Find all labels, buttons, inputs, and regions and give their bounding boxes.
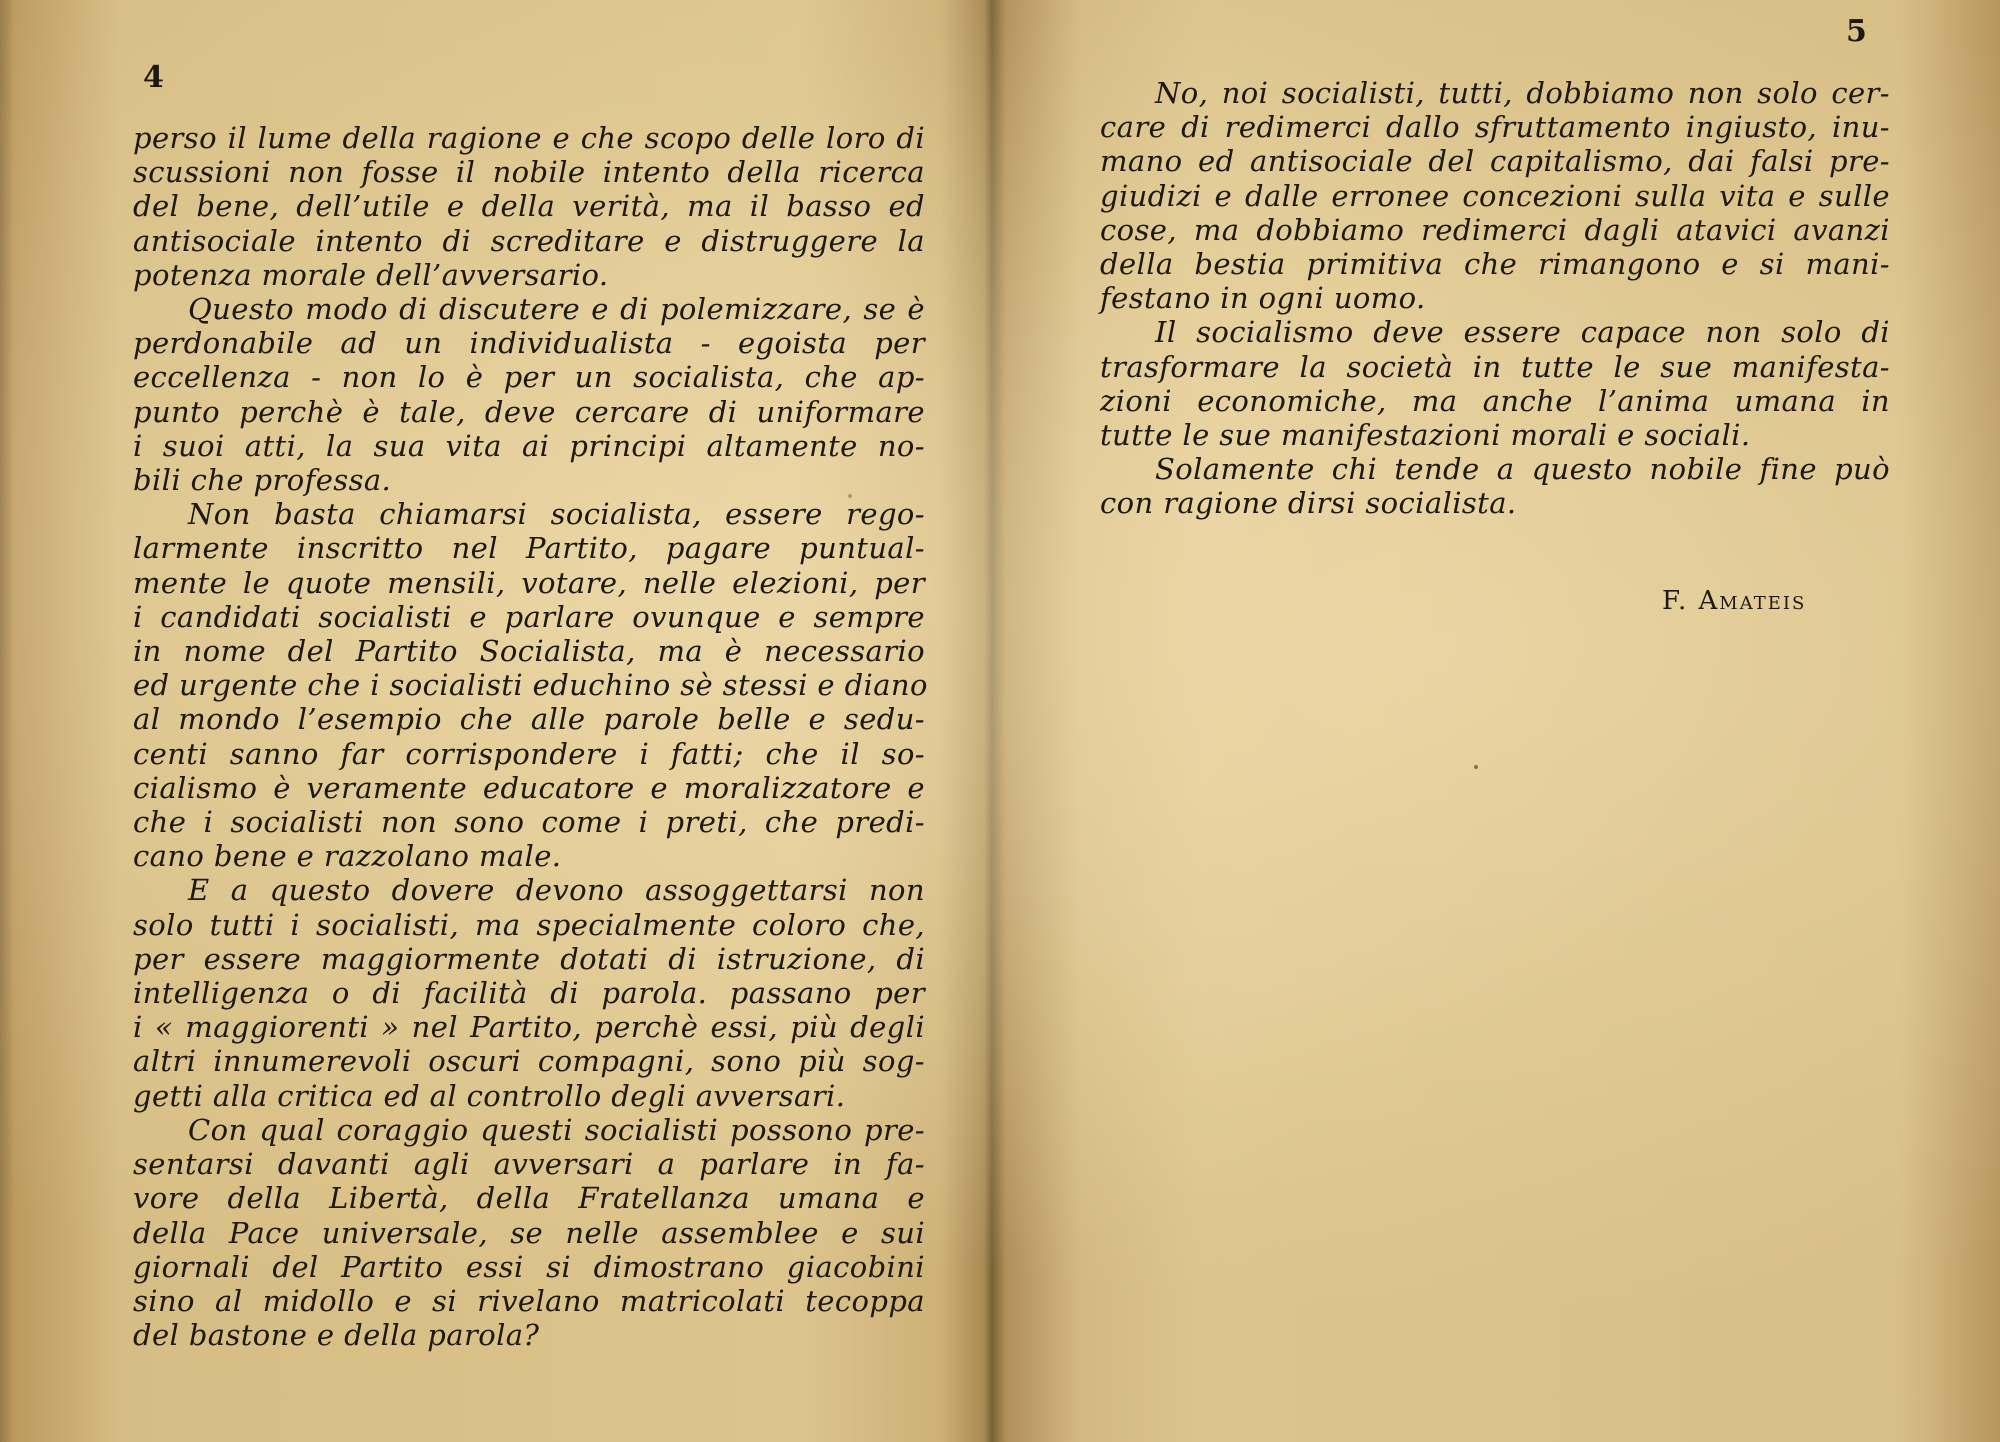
- paper-speck: [848, 494, 852, 498]
- text-line: trasformare la società in tutte le sue manifesta-: [1100, 349, 1890, 384]
- text-line: Questo modo di discutere e di polemizzare, se è: [188, 292, 925, 327]
- text-line: cano bene e razzolano male.: [133, 839, 562, 874]
- text-line: con ragione dirsi socialista.: [1100, 486, 1517, 521]
- text-line: i « maggiorenti » nel Partito, perchè essi, più degli: [133, 1010, 925, 1045]
- text-line: del bastone e della parola?: [133, 1318, 540, 1353]
- text-line: eccellenza - non lo è per un socialista, che ap-: [133, 360, 925, 395]
- text-line: della bestia primitiva che rimangono e si mani-: [1100, 247, 1890, 282]
- text-line: mente le quote mensili, votare, nelle elezioni, per: [133, 565, 925, 600]
- paper-speck: [1474, 765, 1478, 769]
- text-line: giornali del Partito essi si dimostrano giacobini: [133, 1249, 925, 1284]
- text-line: getti alla critica ed al controllo degli avversari.: [133, 1078, 846, 1113]
- text-line: festano in ogni uomo.: [1100, 281, 1426, 316]
- text-line: Con qual coraggio questi socialisti possono pre-: [188, 1112, 925, 1147]
- left-page-number: 4: [143, 60, 164, 95]
- text-line: tutte le sue manifestazioni morali e sociali.: [1100, 418, 1751, 453]
- text-line: per essere maggiormente dotati di istruzione, di: [133, 941, 925, 976]
- right-page-number: 5: [1846, 14, 1867, 49]
- text-line: No, noi socialisti, tutti, dobbiamo non solo cer-: [1155, 76, 1890, 110]
- text-line: ed urgente che i socialisti educhino sè stessi e diano: [133, 668, 928, 703]
- text-line: perso il lume della ragione e che scopo delle loro di: [133, 121, 925, 155]
- left-page-edge-shadow: [0, 0, 14, 1442]
- text-line: bili che professa.: [133, 463, 392, 498]
- text-line: sentarsi davanti agli avversari a parlare in fa-: [133, 1147, 925, 1182]
- text-line: del bene, dell’utile e della verità, ma il basso ed: [133, 189, 925, 224]
- text-line: zioni economiche, ma anche l’anima umana in: [1100, 383, 1890, 418]
- text-line: al mondo l’esempio che alle parole belle e sedu-: [133, 702, 925, 737]
- text-line: E a questo dovere devono assoggettarsi non: [188, 873, 925, 908]
- text-line: cose, ma dobbiamo redimerci dagli atavici avanzi: [1100, 212, 1890, 247]
- text-line: centi sanno far corrispondere i fatti; che il so-: [133, 736, 925, 771]
- text-line: potenza morale dell’avversario.: [133, 257, 609, 292]
- text-line: Non basta chiamarsi socialista, essere rego-: [188, 497, 925, 532]
- text-line: che i socialisti non sono come i preti, che predi-: [133, 805, 925, 840]
- text-line: in nome del Partito Socialista, ma è necessario: [133, 634, 925, 669]
- text-line: giudizi e dalle erronee concezioni sulla vita e sulle: [1100, 178, 1890, 213]
- text-line: solo tutti i socialisti, ma specialmente coloro che,: [133, 907, 925, 942]
- text-line: cialismo è veramente educatore e moralizzatore e: [133, 770, 925, 805]
- text-line: altri innumerevoli oscuri compagni, sono più sog-: [133, 1044, 925, 1079]
- text-line: i candidati socialisti e parlare ovunque e sempre: [133, 599, 925, 634]
- signature-author: F. Amateis: [1662, 586, 1807, 616]
- text-line: scussioni non fosse il nobile intento della ricerca: [133, 155, 925, 190]
- text-line: care di redimerci dallo sfruttamento ingiusto, inu-: [1100, 110, 1890, 145]
- text-line: mano ed antisociale del capitalismo, dai falsi pre-: [1100, 144, 1890, 179]
- text-line: i suoi atti, la sua vita ai principi altamente no-: [133, 428, 925, 463]
- text-line: perdonabile ad un individualista - egoista per: [133, 326, 925, 361]
- text-line: larmente inscritto nel Partito, pagare puntual-: [133, 531, 925, 566]
- text-line: intelligenza o di facilità di parola. passano per: [133, 976, 925, 1011]
- text-line: sino al midollo e si rivelano matricolati tecoppa: [133, 1283, 925, 1318]
- text-line: della Pace universale, se nelle assemblee e sui: [133, 1215, 925, 1250]
- text-line: Il socialismo deve essere capace non solo di: [1155, 315, 1890, 350]
- text-line: punto perchè è tale, deve cercare di uniformare: [133, 394, 925, 429]
- text-line: antisociale intento di screditare e distruggere la: [133, 223, 925, 258]
- left-page-body: [133, 121, 928, 1353]
- text-line: Solamente chi tende a questo nobile fine può: [1155, 452, 1890, 487]
- text-line: vore della Libertà, della Fratellanza umana e: [133, 1181, 925, 1216]
- right-page-body: [1100, 76, 1890, 521]
